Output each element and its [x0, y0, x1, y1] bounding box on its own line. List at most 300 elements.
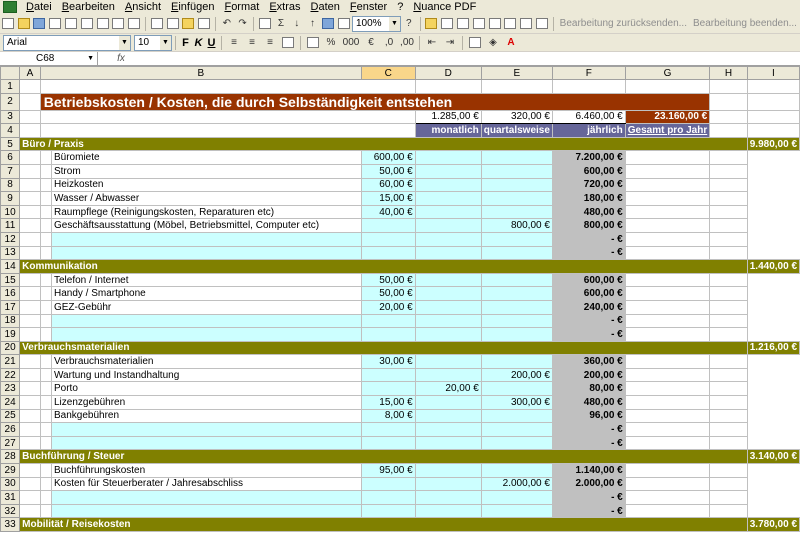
cell-a25[interactable]: [20, 409, 41, 423]
font-size-select[interactable]: [134, 35, 172, 51]
name-box[interactable]: [0, 52, 98, 65]
cell-h4[interactable]: [710, 124, 748, 138]
row-header-33[interactable]: 33: [1, 518, 20, 532]
cell-b26[interactable]: [40, 423, 51, 437]
yearly-cell-32[interactable]: [481, 504, 552, 518]
quarterly-cell-30[interactable]: [415, 477, 481, 491]
section-header-33[interactable]: Mobilität / Reisekosten: [20, 518, 748, 532]
cell-b19[interactable]: [40, 328, 51, 342]
cell-i12[interactable]: [710, 232, 748, 246]
sheet-title[interactable]: Betriebskosten / Kosten, die durch Selbständigkeit entstehen: [40, 93, 709, 110]
cell-h11[interactable]: [625, 219, 709, 233]
quarterly-cell-13[interactable]: [415, 246, 481, 260]
bold-button[interactable]: F: [182, 36, 189, 49]
quarterly-cell-11[interactable]: [415, 219, 481, 233]
cell-b13[interactable]: [40, 246, 51, 260]
row-header-22[interactable]: 22: [1, 368, 20, 382]
item-label-26[interactable]: [51, 423, 361, 437]
item-label-23[interactable]: Porto: [51, 382, 361, 396]
cell-a30[interactable]: [20, 477, 41, 491]
cell-a16[interactable]: [20, 287, 41, 301]
cell-a7[interactable]: [20, 164, 41, 178]
align-right-icon[interactable]: ≡: [267, 37, 273, 48]
quarterly-cell-15[interactable]: [415, 273, 481, 287]
item-label-7[interactable]: Strom: [51, 164, 361, 178]
permission-icon[interactable]: [48, 16, 62, 32]
print-icon[interactable]: [80, 16, 94, 32]
underline-button[interactable]: U: [207, 36, 216, 49]
menu-einfuegen[interactable]: Einfügen: [171, 1, 215, 13]
end-review-button[interactable]: Bearbeitung beenden...: [692, 18, 797, 29]
total-cell-7[interactable]: 600,00 €: [552, 164, 625, 178]
monthly-cell-17[interactable]: 20,00 €: [361, 300, 415, 314]
cell-b10[interactable]: [40, 205, 51, 219]
quarterly-cell-32[interactable]: [415, 504, 481, 518]
euro-button[interactable]: €: [368, 37, 374, 48]
quarterly-cell-25[interactable]: [415, 409, 481, 423]
row-header-24[interactable]: 24: [1, 396, 20, 410]
cell-b24[interactable]: [40, 396, 51, 410]
monthly-cell-32[interactable]: [361, 504, 415, 518]
cell-b27[interactable]: [40, 436, 51, 450]
total-cell-8[interactable]: 720,00 €: [552, 178, 625, 192]
yearly-cell-18[interactable]: [481, 314, 552, 328]
thousands-button[interactable]: 000: [342, 37, 360, 48]
cell-a10[interactable]: [20, 205, 41, 219]
cell-h12[interactable]: [625, 232, 709, 246]
cell-i29[interactable]: [710, 464, 748, 478]
section-sum-20[interactable]: 1.216,00 €: [747, 341, 799, 355]
row-header-13[interactable]: 13: [1, 246, 20, 260]
cell-b21[interactable]: [40, 355, 51, 369]
total-monthly[interactable]: 1.285,00 €: [415, 110, 481, 124]
total-cell-22[interactable]: 200,00 €: [552, 368, 625, 382]
section-sum-14[interactable]: 1.440,00 €: [747, 260, 799, 274]
cell-h25[interactable]: [625, 409, 709, 423]
decrease-decimal-icon[interactable]: ,00: [400, 37, 414, 48]
quarterly-cell-12[interactable]: [415, 232, 481, 246]
save-icon[interactable]: [33, 16, 47, 32]
quarterly-cell-22[interactable]: [415, 368, 481, 382]
cell-h30[interactable]: [625, 477, 709, 491]
monthly-cell-18[interactable]: [361, 314, 415, 328]
cell-f1[interactable]: [552, 80, 625, 94]
merge-center-icon[interactable]: [280, 35, 296, 51]
item-label-31[interactable]: [51, 491, 361, 505]
cell-h26[interactable]: [625, 423, 709, 437]
cell-i9[interactable]: [710, 192, 748, 206]
reviewing-icon-7[interactable]: [535, 16, 549, 32]
total-cell-32[interactable]: - €: [552, 504, 625, 518]
row-header-6[interactable]: 6: [1, 151, 20, 165]
cell-i26[interactable]: [710, 423, 748, 437]
total-cell-15[interactable]: 600,00 €: [552, 273, 625, 287]
row-header-26[interactable]: 26: [1, 423, 20, 437]
cell-i8[interactable]: [710, 178, 748, 192]
cell-h21[interactable]: [625, 355, 709, 369]
cell-h31[interactable]: [625, 491, 709, 505]
cell-i25[interactable]: [710, 409, 748, 423]
item-label-32[interactable]: [51, 504, 361, 518]
quarterly-cell-17[interactable]: [415, 300, 481, 314]
total-cell-13[interactable]: - €: [552, 246, 625, 260]
yearly-cell-7[interactable]: [481, 164, 552, 178]
monthly-cell-7[interactable]: 50,00 €: [361, 164, 415, 178]
cell-a27[interactable]: [20, 436, 41, 450]
cell-b1[interactable]: [40, 80, 415, 94]
total-cell-30[interactable]: 2.000,00 €: [552, 477, 625, 491]
section-header-5[interactable]: Büro / Praxis: [20, 137, 748, 151]
cell-a26[interactable]: [20, 423, 41, 437]
header-gesamt-pro-jahr[interactable]: [625, 124, 709, 138]
research-icon[interactable]: [127, 16, 141, 32]
quarterly-cell-10[interactable]: [415, 205, 481, 219]
row-header-21[interactable]: 21: [1, 355, 20, 369]
row-header-20[interactable]: 20: [1, 341, 20, 355]
cut-icon[interactable]: [150, 16, 164, 32]
section-sum-28[interactable]: 3.140,00 €: [747, 450, 799, 464]
item-label-8[interactable]: Heizkosten: [51, 178, 361, 192]
cell-i22[interactable]: [710, 368, 748, 382]
item-label-25[interactable]: Bankgebühren: [51, 409, 361, 423]
cell-h13[interactable]: [625, 246, 709, 260]
total-cell-29[interactable]: 1.140,00 €: [552, 464, 625, 478]
reply-with-changes-button[interactable]: Bearbeitung zurücksenden...: [559, 18, 687, 29]
item-label-15[interactable]: Telefon / Internet: [51, 273, 361, 287]
cell-b17[interactable]: [40, 300, 51, 314]
cell-a17[interactable]: [20, 300, 41, 314]
monthly-cell-12[interactable]: [361, 232, 415, 246]
open-folder-icon[interactable]: [17, 16, 31, 32]
cell-a19[interactable]: [20, 328, 41, 342]
cell-a6[interactable]: [20, 151, 41, 165]
section-sum-5[interactable]: 9.980,00 €: [747, 137, 799, 151]
yearly-cell-23[interactable]: [481, 382, 552, 396]
zoom-select[interactable]: [352, 16, 401, 32]
reviewing-icon-2[interactable]: [456, 16, 470, 32]
section-header-28[interactable]: Buchführung / Steuer: [20, 450, 748, 464]
increase-indent-icon[interactable]: ⇥: [445, 37, 455, 48]
cell-h15[interactable]: [625, 273, 709, 287]
item-label-18[interactable]: [51, 314, 361, 328]
menu-help[interactable]: ?: [397, 1, 404, 13]
cell-h27[interactable]: [625, 436, 709, 450]
yearly-cell-29[interactable]: [481, 464, 552, 478]
hyperlink-icon[interactable]: [258, 16, 272, 32]
yearly-cell-16[interactable]: [481, 287, 552, 301]
row-header-23[interactable]: 23: [1, 382, 20, 396]
yearly-cell-30[interactable]: 2.000,00 €: [481, 477, 552, 491]
yearly-cell-12[interactable]: [481, 232, 552, 246]
cell-a21[interactable]: [20, 355, 41, 369]
cell-b8[interactable]: [40, 178, 51, 192]
monthly-cell-11[interactable]: [361, 219, 415, 233]
cell-i31[interactable]: [710, 491, 748, 505]
row-header-7[interactable]: 7: [1, 164, 20, 178]
cell-a29[interactable]: [20, 464, 41, 478]
copy-icon[interactable]: [166, 16, 180, 32]
cell-b32[interactable]: [40, 504, 51, 518]
cell-b6[interactable]: [40, 151, 51, 165]
total-cell-31[interactable]: - €: [552, 491, 625, 505]
total-cell-9[interactable]: 180,00 €: [552, 192, 625, 206]
total-yearly[interactable]: 6.460,00 €: [552, 110, 625, 124]
monthly-cell-29[interactable]: 95,00 €: [361, 464, 415, 478]
total-cell-11[interactable]: 800,00 €: [552, 219, 625, 233]
cell-h32[interactable]: [625, 504, 709, 518]
monthly-cell-19[interactable]: [361, 328, 415, 342]
format-painter-icon[interactable]: [197, 16, 211, 32]
row-header-29[interactable]: 29: [1, 464, 20, 478]
monthly-cell-26[interactable]: [361, 423, 415, 437]
email-icon[interactable]: [64, 16, 78, 32]
cell-i23[interactable]: [710, 382, 748, 396]
select-all-corner[interactable]: [1, 67, 20, 80]
row-header-3[interactable]: 3: [1, 110, 20, 124]
item-label-24[interactable]: Lizenzgebühren: [51, 396, 361, 410]
cell-d1[interactable]: [415, 80, 481, 94]
reviewing-icon-1[interactable]: [440, 16, 454, 32]
item-label-21[interactable]: Verbrauchsmaterialien: [51, 355, 361, 369]
chart-wizard-icon[interactable]: [321, 16, 335, 32]
cell-i16[interactable]: [710, 287, 748, 301]
cell-a18[interactable]: [20, 314, 41, 328]
monthly-cell-15[interactable]: 50,00 €: [361, 273, 415, 287]
cell-h19[interactable]: [625, 328, 709, 342]
align-left-icon[interactable]: ≡: [231, 37, 237, 48]
yearly-cell-10[interactable]: [481, 205, 552, 219]
cell-b9[interactable]: [40, 192, 51, 206]
sort-desc-icon[interactable]: ↑: [310, 18, 316, 29]
yearly-cell-26[interactable]: [481, 423, 552, 437]
cell-h3[interactable]: [710, 110, 748, 124]
drawing-icon[interactable]: [337, 16, 351, 32]
column-header-f[interactable]: F: [552, 67, 625, 80]
cell-a32[interactable]: [20, 504, 41, 518]
row-header-19[interactable]: 19: [1, 328, 20, 342]
total-cell-10[interactable]: 480,00 €: [552, 205, 625, 219]
cell-b7[interactable]: [40, 164, 51, 178]
item-label-27[interactable]: [51, 436, 361, 450]
cell-a8[interactable]: [20, 178, 41, 192]
cell-i13[interactable]: [710, 246, 748, 260]
cell-i10[interactable]: [710, 205, 748, 219]
yearly-cell-24[interactable]: 300,00 €: [481, 396, 552, 410]
cell-i3[interactable]: [747, 110, 799, 124]
cell-g1[interactable]: [625, 80, 709, 94]
item-label-19[interactable]: [51, 328, 361, 342]
monthly-cell-21[interactable]: 30,00 €: [361, 355, 415, 369]
monthly-cell-9[interactable]: 15,00 €: [361, 192, 415, 206]
quarterly-cell-23[interactable]: 20,00 €: [415, 382, 481, 396]
cell-i17[interactable]: [710, 300, 748, 314]
quarterly-cell-9[interactable]: [415, 192, 481, 206]
item-label-22[interactable]: Wartung und Instandhaltung: [51, 368, 361, 382]
cell-h22[interactable]: [625, 368, 709, 382]
row-header-18[interactable]: 18: [1, 314, 20, 328]
total-cell-25[interactable]: 96,00 €: [552, 409, 625, 423]
header-jaehrlich[interactable]: jährlich: [552, 124, 625, 138]
cell-a3[interactable]: [20, 110, 41, 124]
row-header-5[interactable]: 5: [1, 137, 20, 151]
header-quartalsweise[interactable]: quartalsweise: [481, 124, 552, 138]
print-preview-icon[interactable]: [96, 16, 110, 32]
row-header-11[interactable]: 11: [1, 219, 20, 233]
column-header-e[interactable]: E: [481, 67, 552, 80]
cell-i15[interactable]: [710, 273, 748, 287]
cell-h9[interactable]: [625, 192, 709, 206]
menu-datei[interactable]: Datei: [26, 1, 52, 13]
row-header-1[interactable]: 1: [1, 80, 20, 94]
currency-icon[interactable]: [305, 35, 321, 51]
monthly-cell-24[interactable]: 15,00 €: [361, 396, 415, 410]
sort-asc-icon[interactable]: ↓: [294, 18, 300, 29]
quarterly-cell-21[interactable]: [415, 355, 481, 369]
total-cell-12[interactable]: - €: [552, 232, 625, 246]
row-header-12[interactable]: 12: [1, 232, 20, 246]
cell-h18[interactable]: [625, 314, 709, 328]
section-sum-33[interactable]: 3.780,00 €: [747, 518, 799, 532]
yearly-cell-25[interactable]: [481, 409, 552, 423]
yearly-cell-21[interactable]: [481, 355, 552, 369]
column-header-b[interactable]: B: [40, 67, 361, 80]
quarterly-cell-18[interactable]: [415, 314, 481, 328]
cell-h29[interactable]: [625, 464, 709, 478]
row-header-8[interactable]: 8: [1, 178, 20, 192]
quarterly-cell-29[interactable]: [415, 464, 481, 478]
total-cell-16[interactable]: 600,00 €: [552, 287, 625, 301]
monthly-cell-27[interactable]: [361, 436, 415, 450]
fill-color-icon[interactable]: ◈: [489, 37, 497, 48]
yearly-cell-15[interactable]: [481, 273, 552, 287]
total-cell-23[interactable]: 80,00 €: [552, 382, 625, 396]
help-icon[interactable]: ?: [406, 18, 412, 29]
cell-a2[interactable]: [20, 93, 41, 110]
cell-h6[interactable]: [625, 151, 709, 165]
yearly-cell-13[interactable]: [481, 246, 552, 260]
row-header-28[interactable]: 28: [1, 450, 20, 464]
row-header-10[interactable]: 10: [1, 205, 20, 219]
reviewing-icon-6[interactable]: [519, 16, 533, 32]
total-cell-17[interactable]: 240,00 €: [552, 300, 625, 314]
cell-i2[interactable]: [747, 93, 799, 110]
yearly-cell-27[interactable]: [481, 436, 552, 450]
undo-icon[interactable]: ↶: [222, 18, 231, 29]
item-label-12[interactable]: [51, 232, 361, 246]
cell-b4[interactable]: [40, 124, 415, 138]
cell-b3[interactable]: [40, 110, 415, 124]
excel-app-icon[interactable]: [3, 1, 17, 13]
redo-icon[interactable]: ↷: [238, 18, 247, 29]
monthly-cell-31[interactable]: [361, 491, 415, 505]
column-header-c[interactable]: C: [361, 67, 415, 80]
quarterly-cell-16[interactable]: [415, 287, 481, 301]
total-cell-19[interactable]: - €: [552, 328, 625, 342]
grand-total[interactable]: 23.160,00 €: [625, 110, 709, 124]
borders-icon[interactable]: [467, 35, 483, 51]
yearly-cell-17[interactable]: [481, 300, 552, 314]
cell-b12[interactable]: [40, 232, 51, 246]
cell-i32[interactable]: [710, 504, 748, 518]
cell-h17[interactable]: [625, 300, 709, 314]
increase-decimal-icon[interactable]: ,0: [384, 37, 394, 48]
cell-h24[interactable]: [625, 396, 709, 410]
monthly-cell-23[interactable]: [361, 382, 415, 396]
column-header-i[interactable]: I: [747, 67, 799, 80]
cell-b29[interactable]: [40, 464, 51, 478]
monthly-cell-8[interactable]: 60,00 €: [361, 178, 415, 192]
section-header-20[interactable]: Verbrauchsmaterialien: [20, 341, 748, 355]
column-header-h[interactable]: H: [710, 67, 748, 80]
monthly-cell-16[interactable]: 50,00 €: [361, 287, 415, 301]
row-header-31[interactable]: 31: [1, 491, 20, 505]
monthly-cell-30[interactable]: [361, 477, 415, 491]
row-header-17[interactable]: 17: [1, 300, 20, 314]
cell-a4[interactable]: [20, 124, 41, 138]
row-header-15[interactable]: 15: [1, 273, 20, 287]
yearly-cell-31[interactable]: [481, 491, 552, 505]
font-color-icon[interactable]: A: [507, 37, 515, 48]
item-label-6[interactable]: Büromiete: [51, 151, 361, 165]
cell-i21[interactable]: [710, 355, 748, 369]
monthly-cell-6[interactable]: 600,00 €: [361, 151, 415, 165]
row-header-30[interactable]: 30: [1, 477, 20, 491]
cell-h1[interactable]: [710, 80, 748, 94]
item-label-29[interactable]: Buchführungskosten: [51, 464, 361, 478]
cell-b22[interactable]: [40, 368, 51, 382]
menu-daten[interactable]: Daten: [310, 1, 340, 13]
item-label-30[interactable]: Kosten für Steuerberater / Jahresabschliss: [51, 477, 361, 491]
cell-h23[interactable]: [625, 382, 709, 396]
item-label-10[interactable]: Raumpflege (Reinigungskosten, Reparaturen etc): [51, 205, 361, 219]
menu-nuance-pdf[interactable]: Nuance PDF: [413, 1, 477, 13]
row-header-4[interactable]: 4: [1, 124, 20, 138]
cell-h7[interactable]: [625, 164, 709, 178]
font-name-select[interactable]: [3, 35, 131, 51]
paste-icon[interactable]: [181, 16, 195, 32]
cell-b23[interactable]: [40, 382, 51, 396]
cell-i4[interactable]: [747, 124, 799, 138]
cell-i27[interactable]: [710, 436, 748, 450]
menu-fenster[interactable]: Fenster: [349, 1, 388, 13]
yearly-cell-9[interactable]: [481, 192, 552, 206]
cell-i24[interactable]: [710, 396, 748, 410]
quarterly-cell-27[interactable]: [415, 436, 481, 450]
cell-i11[interactable]: [710, 219, 748, 233]
cell-i19[interactable]: [710, 328, 748, 342]
cell-a1[interactable]: [20, 80, 41, 94]
header-monatlich[interactable]: monatlich: [415, 124, 481, 138]
cell-i18[interactable]: [710, 314, 748, 328]
row-header-27[interactable]: 27: [1, 436, 20, 450]
cell-i6[interactable]: [710, 151, 748, 165]
spellcheck-icon[interactable]: [111, 16, 125, 32]
row-header-32[interactable]: 32: [1, 504, 20, 518]
cell-b30[interactable]: [40, 477, 51, 491]
quarterly-cell-6[interactable]: [415, 151, 481, 165]
yearly-cell-19[interactable]: [481, 328, 552, 342]
row-header-25[interactable]: 25: [1, 409, 20, 423]
reviewing-icon-3[interactable]: [472, 16, 486, 32]
menu-bearbeiten[interactable]: Bearbeiten: [61, 1, 115, 13]
item-label-9[interactable]: Wasser / Abwasser: [51, 192, 361, 206]
autosum-icon[interactable]: Σ: [277, 18, 285, 29]
cell-i7[interactable]: [710, 164, 748, 178]
cell-i1[interactable]: [747, 80, 799, 94]
menu-ansicht[interactable]: Ansicht: [124, 1, 162, 13]
row-header-2[interactable]: 2: [1, 93, 20, 110]
section-header-14[interactable]: Kommunikation: [20, 260, 748, 274]
